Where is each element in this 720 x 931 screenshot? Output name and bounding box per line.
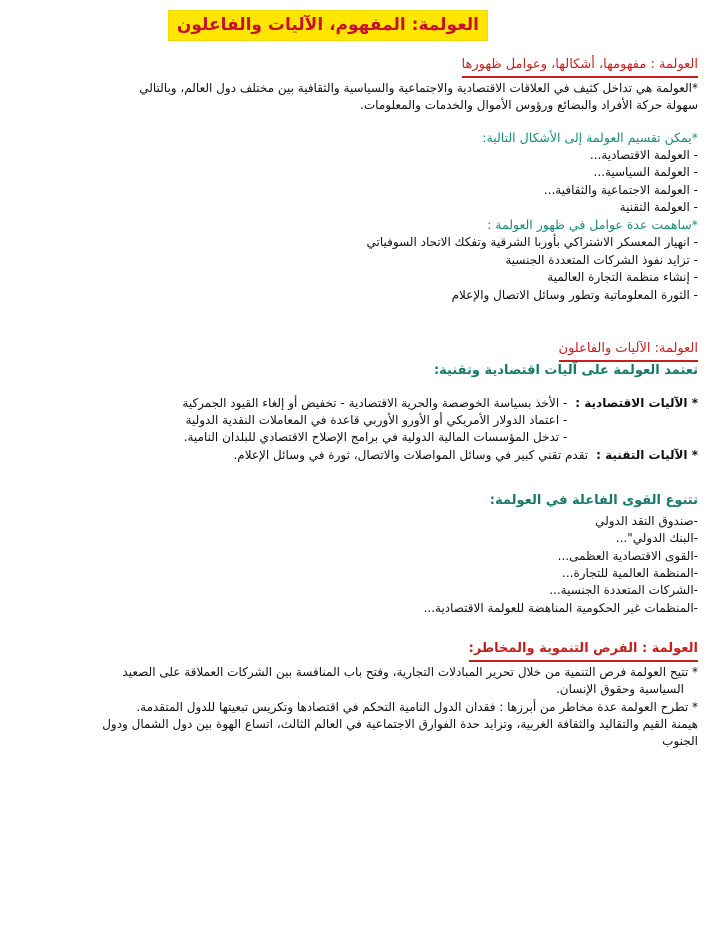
section1-heading: العولمة : مفهومها، أشكالها، وعوامل ظهورها (462, 56, 698, 78)
list-item: -الشركات المتعددة الجنسية... (549, 583, 698, 598)
risk-line: * تتيح العولمة فرص التنمية من خلال تحرير المبادلات التجارية، وفتح باب المنافسة بين الشركات العملاقة على الصعيد (122, 664, 698, 679)
mechanisms-subheading: تعتمد العولمة على آليات اقتصادية وتقنية: (433, 362, 698, 378)
list-item: -المنظمات غير الحكومية المناهضة للعولمة الاقتصادية... (423, 600, 698, 615)
list-item: - انهيار المعسكر الاشتراكي بأوربا الشرقية وتفكك الاتحاد السوفياتي (366, 235, 698, 250)
section-mechanisms (22, 340, 698, 464)
section-actors (22, 492, 698, 617)
definition-line-2: سهولة حركة الأفراد والبضائع ورؤوس الأموال والخدمات والمعلومات. (360, 98, 698, 113)
list-item: -القوى الاقتصادية العظمى... (557, 548, 698, 563)
section-concept (22, 56, 698, 304)
economic-mechanisms (22, 395, 698, 447)
economic-line: - الأخذ بسياسة الخوصصة والحرية الاقتصادية - تخفيض أو إلغاء القيود الجمركية (182, 395, 568, 410)
section2-heading: العولمة: الآليات والفاعلون (559, 340, 698, 362)
definition-line-1: *العولمة هي تداخل كثيف في العلاقات الاقتصادية والاجتماعية والسياسية والثقافية بين مختلف دول العالم، وبالتالي (139, 80, 698, 95)
forms-list (22, 147, 698, 217)
list-item: - العولمة الاجتماعية والثقافية... (543, 182, 698, 197)
title-wrapper (168, 10, 488, 41)
list-item: - الثورة المعلوماتية وتطور وسائل الاتصال والإعلام (451, 287, 698, 302)
economic-line: - اعتماد الدولار الأمريكي أو الأورو الأوربي قاعدة في المعاملات النقدية الدولية (185, 413, 568, 428)
actors-heading: تتنوع القوى الفاعلة في العولمة: (489, 493, 698, 508)
list-item: - تزايد نفوذ الشركات المتعددة الجنسية (505, 252, 698, 267)
page-title: العولمة: المفهوم، الآليات والفاعلون (168, 10, 488, 41)
economic-lines (182, 395, 567, 447)
tech-text: تقدم تقني كبير في وسائل المواصلات والاتصال، ثورة في وسائل الإعلام. (233, 447, 589, 462)
forms-heading: *يمكن تقسيم العولمة إلى الأشكال التالية: (482, 129, 698, 145)
list-item: - العولمة الاقتصادية... (589, 147, 698, 162)
section4-heading: العولمة : الفرص التنموية والمخاطر: (469, 640, 698, 662)
risk-line: الجنوب (662, 734, 698, 749)
economic-label: * الآليات الاقتصادية : (575, 395, 698, 410)
list-item: -المنظمة العالمية للتجارة... (562, 566, 698, 581)
list-item: - العولمة التقنية (619, 199, 698, 214)
risk-line: السياسية وحقوق الإنسان. (555, 682, 684, 697)
tech-label: * الآليات التقنية : (596, 447, 698, 462)
list-item: -صندوق النقد الدولي (595, 513, 698, 528)
factors-heading: *ساهمت عدة عوامل في ظهور العولمة : (487, 217, 698, 233)
risk-line: هيمنة القيم والتقاليد والثقافة الغربية، وتزايد حدة الفوارق الاجتماعية في العالم الثالث، اتساع الهوة بين دول الشمال ودول (102, 717, 698, 732)
tech-mechanisms (22, 447, 698, 464)
list-item: -البنك الدولي"... (615, 531, 698, 546)
section-opportunities-risks (22, 640, 698, 751)
list-item: - إنشاء منظمة التجارة العالمية (547, 270, 698, 285)
list-item: - العولمة السياسية... (593, 165, 698, 180)
economic-line: - تدخل المؤسسات المالية الدولية في برامج الإصلاح الاقتصادي للبلدان النامية. (183, 430, 568, 445)
risk-line: * تطرح العولمة عدة مخاطر من أبرزها : فقدان الدول النامية التحكم في اقتصادها وتكريس تبعيتها للدول المتقدمة. (136, 699, 698, 714)
actors-list (22, 513, 698, 617)
factors-list (22, 234, 698, 304)
